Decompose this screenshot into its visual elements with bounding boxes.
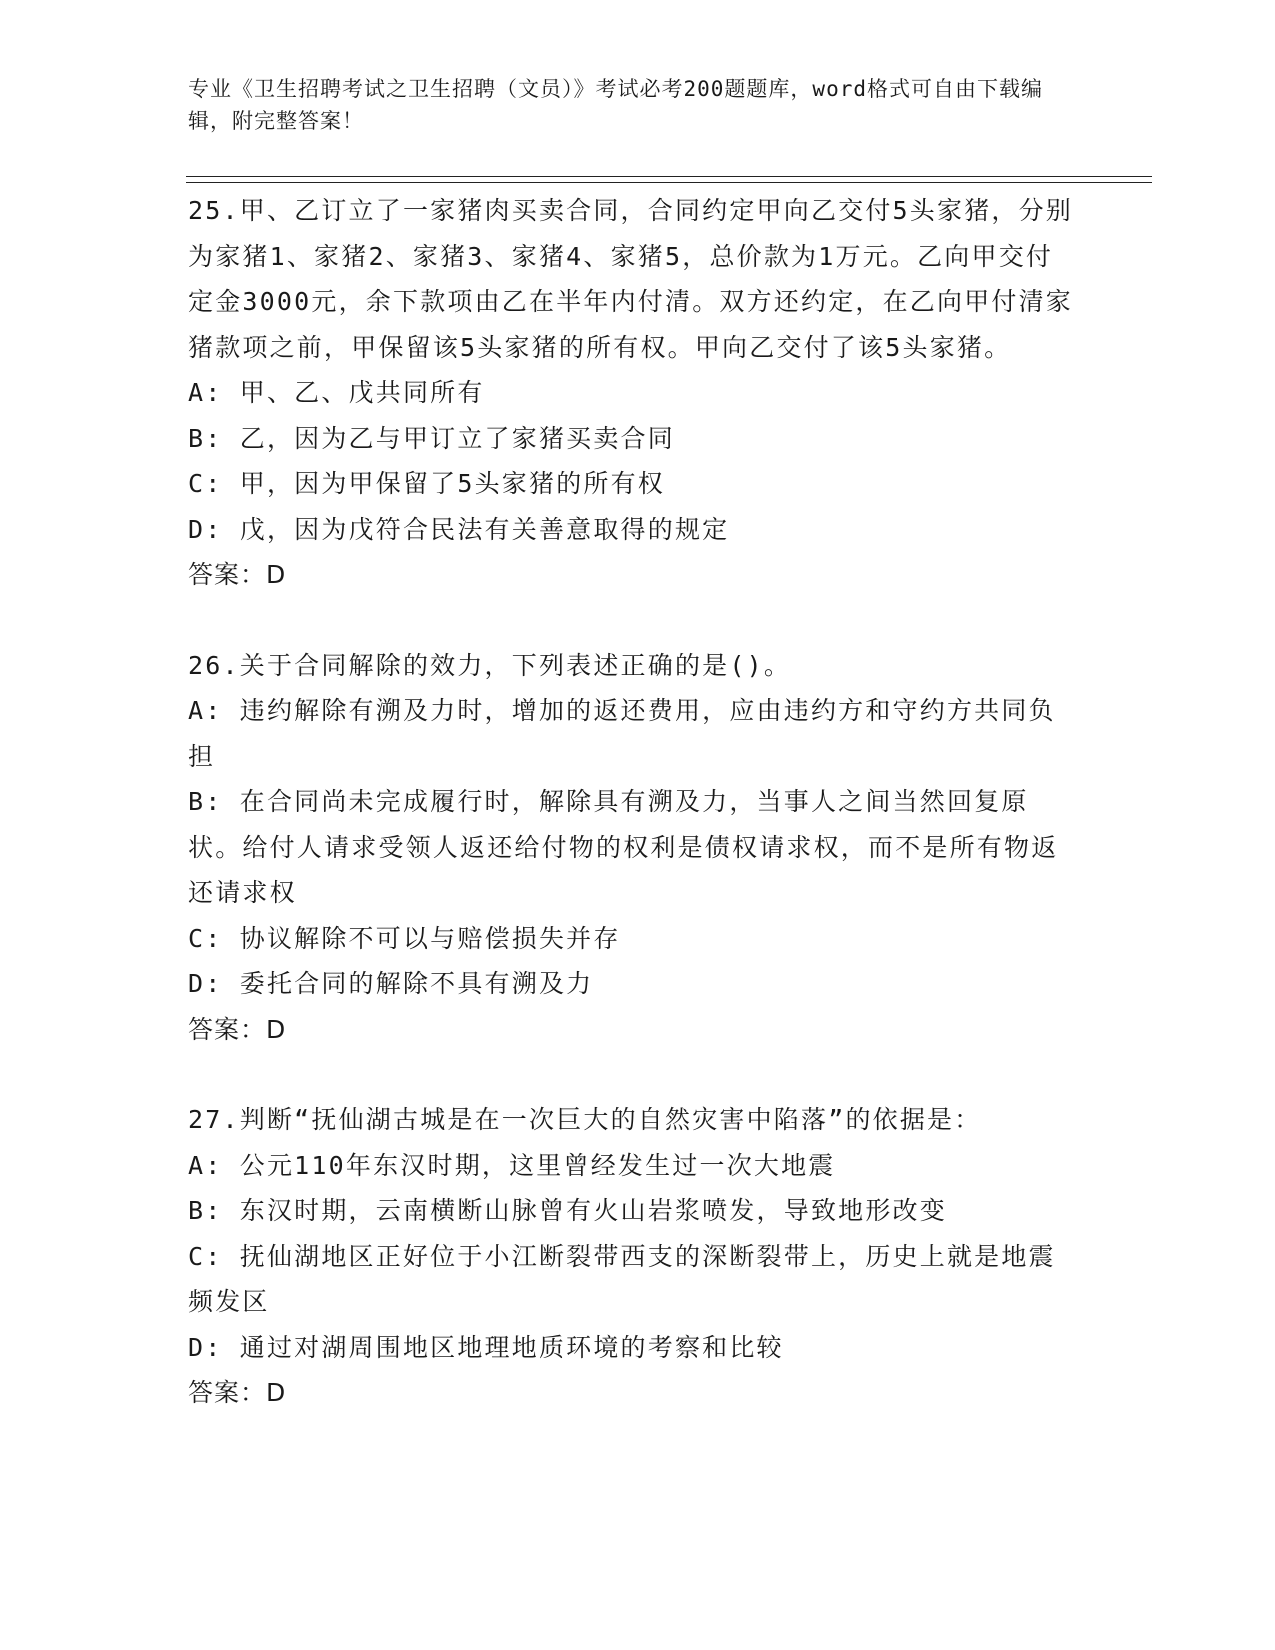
question-26	[188, 643, 1078, 1053]
option-d: D: 通过对湖周围地区地理地质环境的考察和比较	[188, 1332, 784, 1362]
question-27	[188, 1097, 1078, 1416]
option-a: A: 公元110年东汉时期，这里曾经发生过一次大地震	[188, 1150, 836, 1180]
option-d: D: 委托合同的解除不具有溯及力	[188, 969, 594, 998]
question-stem: 25.甲、乙订立了一家猪肉买卖合同，合同约定甲向乙交付5头家猪，分别为家猪1、家猪2、家猪3、家猪4、家猪5，总价款为1万元。乙向甲交付定金3000元，余下款项由乙在半年内付清。双方还约定，在乙向甲付清家猪款项之前，甲保留该5头家猪的所有权。甲向乙交付了该5头家猪。	[188, 196, 1074, 362]
option-a: A: 甲、乙、戊共同所有	[188, 378, 485, 407]
option-d: D: 戊，因为戊符合民法有关善意取得的规定	[188, 514, 730, 544]
option-a: A: 违约解除有溯及力时，增加的返还费用，应由违约方和守约方共同负担	[188, 696, 1056, 771]
question-stem: 27.判断“抚仙湖古城是在一次巨大的自然灾害中陷落”的依据是：	[188, 1105, 982, 1134]
option-c: C: 甲，因为甲保留了5头家猪的所有权	[188, 469, 666, 498]
option-b: B: 东汉时期，云南横断山脉曾有火山岩浆喷发，导致地形改变	[188, 1196, 947, 1225]
option-c: C: 协议解除不可以与赔偿损失并存	[188, 923, 621, 953]
question-25	[188, 188, 1078, 598]
answer-line: 答案：D	[188, 1014, 287, 1044]
document-header: 专业《卫生招聘考试之卫生招聘（文员）》考试必考200题题库，word格式可自由下载编辑，附完整答案！	[188, 77, 1043, 133]
question-list	[188, 188, 1078, 1416]
option-c: C: 抚仙湖地区正好位于小江断裂带西支的深断裂带上，历史上就是地震频发区	[188, 1241, 1056, 1316]
answer-line: 答案：D	[188, 560, 287, 589]
header-rule-bottom	[186, 182, 1152, 183]
option-b: B: 乙，因为乙与甲订立了家猪买卖合同	[188, 423, 675, 453]
option-b: B: 在合同尚未完成履行时，解除具有溯及力，当事人之间当然回复原状。给付人请求受领人返还给付物的权利是债权请求权，而不是所有物返还请求权	[188, 787, 1059, 907]
question-stem: 26.关于合同解除的效力，下列表述正确的是()。	[188, 650, 792, 680]
answer-line: 答案：D	[188, 1378, 287, 1407]
header-rule-top	[186, 176, 1152, 177]
